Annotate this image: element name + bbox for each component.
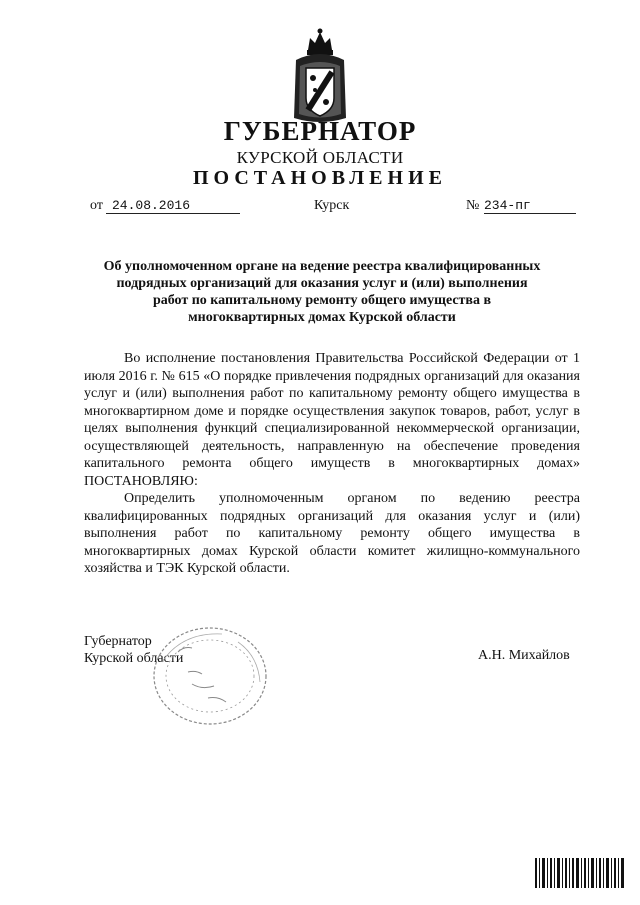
body-paragraph-decision: Определить уполномоченным органом по ведению реестра квалифицированных подрядных организаций для оказания услуг и (или) выполнения работ по капитальному ремонту общего имущества в многоквартирных домах Курской области комитет жилищно-коммунального хозяйства и ТЭК Курской области. (84, 491, 580, 576)
document-date: 24.08.2016 (106, 198, 240, 214)
heading-line: многоквартирных домах Курской области (188, 310, 456, 325)
document-type-title: ПОСТАНОВЛЕНИЕ (193, 167, 447, 189)
governor-title: ГУБЕРНАТОР (223, 116, 417, 146)
official-stamp (148, 622, 272, 730)
document-meta-row (0, 198, 640, 218)
signatory-position-line: Курской области (84, 651, 184, 666)
region-title: КУРСКОЙ ОБЛАСТИ (236, 148, 404, 167)
document-city: Курск (314, 198, 350, 213)
number-label: № (466, 198, 480, 213)
body-paragraph-preamble: Во исполнение постановления Правительства Российской Федерации от 1 июля 2016 г. № 615 «О порядке привлечения подрядных организаций для оказания услуг и (или) выполнения работ по капитальному ремонту общего имущества в многоквартирном доме и порядке осуществления закупок товаров, работ, услуг в целях выполнения функций специализированной некоммерческой организации, осуществляющей деятельность, направленную на обеспечение проведения капитального ремонта общего имуществ в многоквартирных домах» ПОСТАНОВЛЯЮ: (84, 351, 580, 489)
from-label: от (90, 198, 103, 213)
heading-line: работ по капитальному ремонту общего имущества в (152, 293, 492, 308)
barcode-graphic (535, 858, 625, 888)
heading-line: Об уполномоченном органе на ведение реестра квалифицированных (103, 259, 541, 274)
document-heading (64, 258, 580, 326)
signatory-position-line: Губернатор (84, 634, 152, 649)
document-number: 234-пг (484, 198, 576, 214)
coat-of-arms-emblem (290, 26, 350, 126)
document-body (84, 350, 580, 578)
signatory-name: А.Н. Михайлов (478, 648, 570, 663)
heading-line: подрядных организаций для оказания услуг и (или) выполнения (116, 276, 528, 291)
